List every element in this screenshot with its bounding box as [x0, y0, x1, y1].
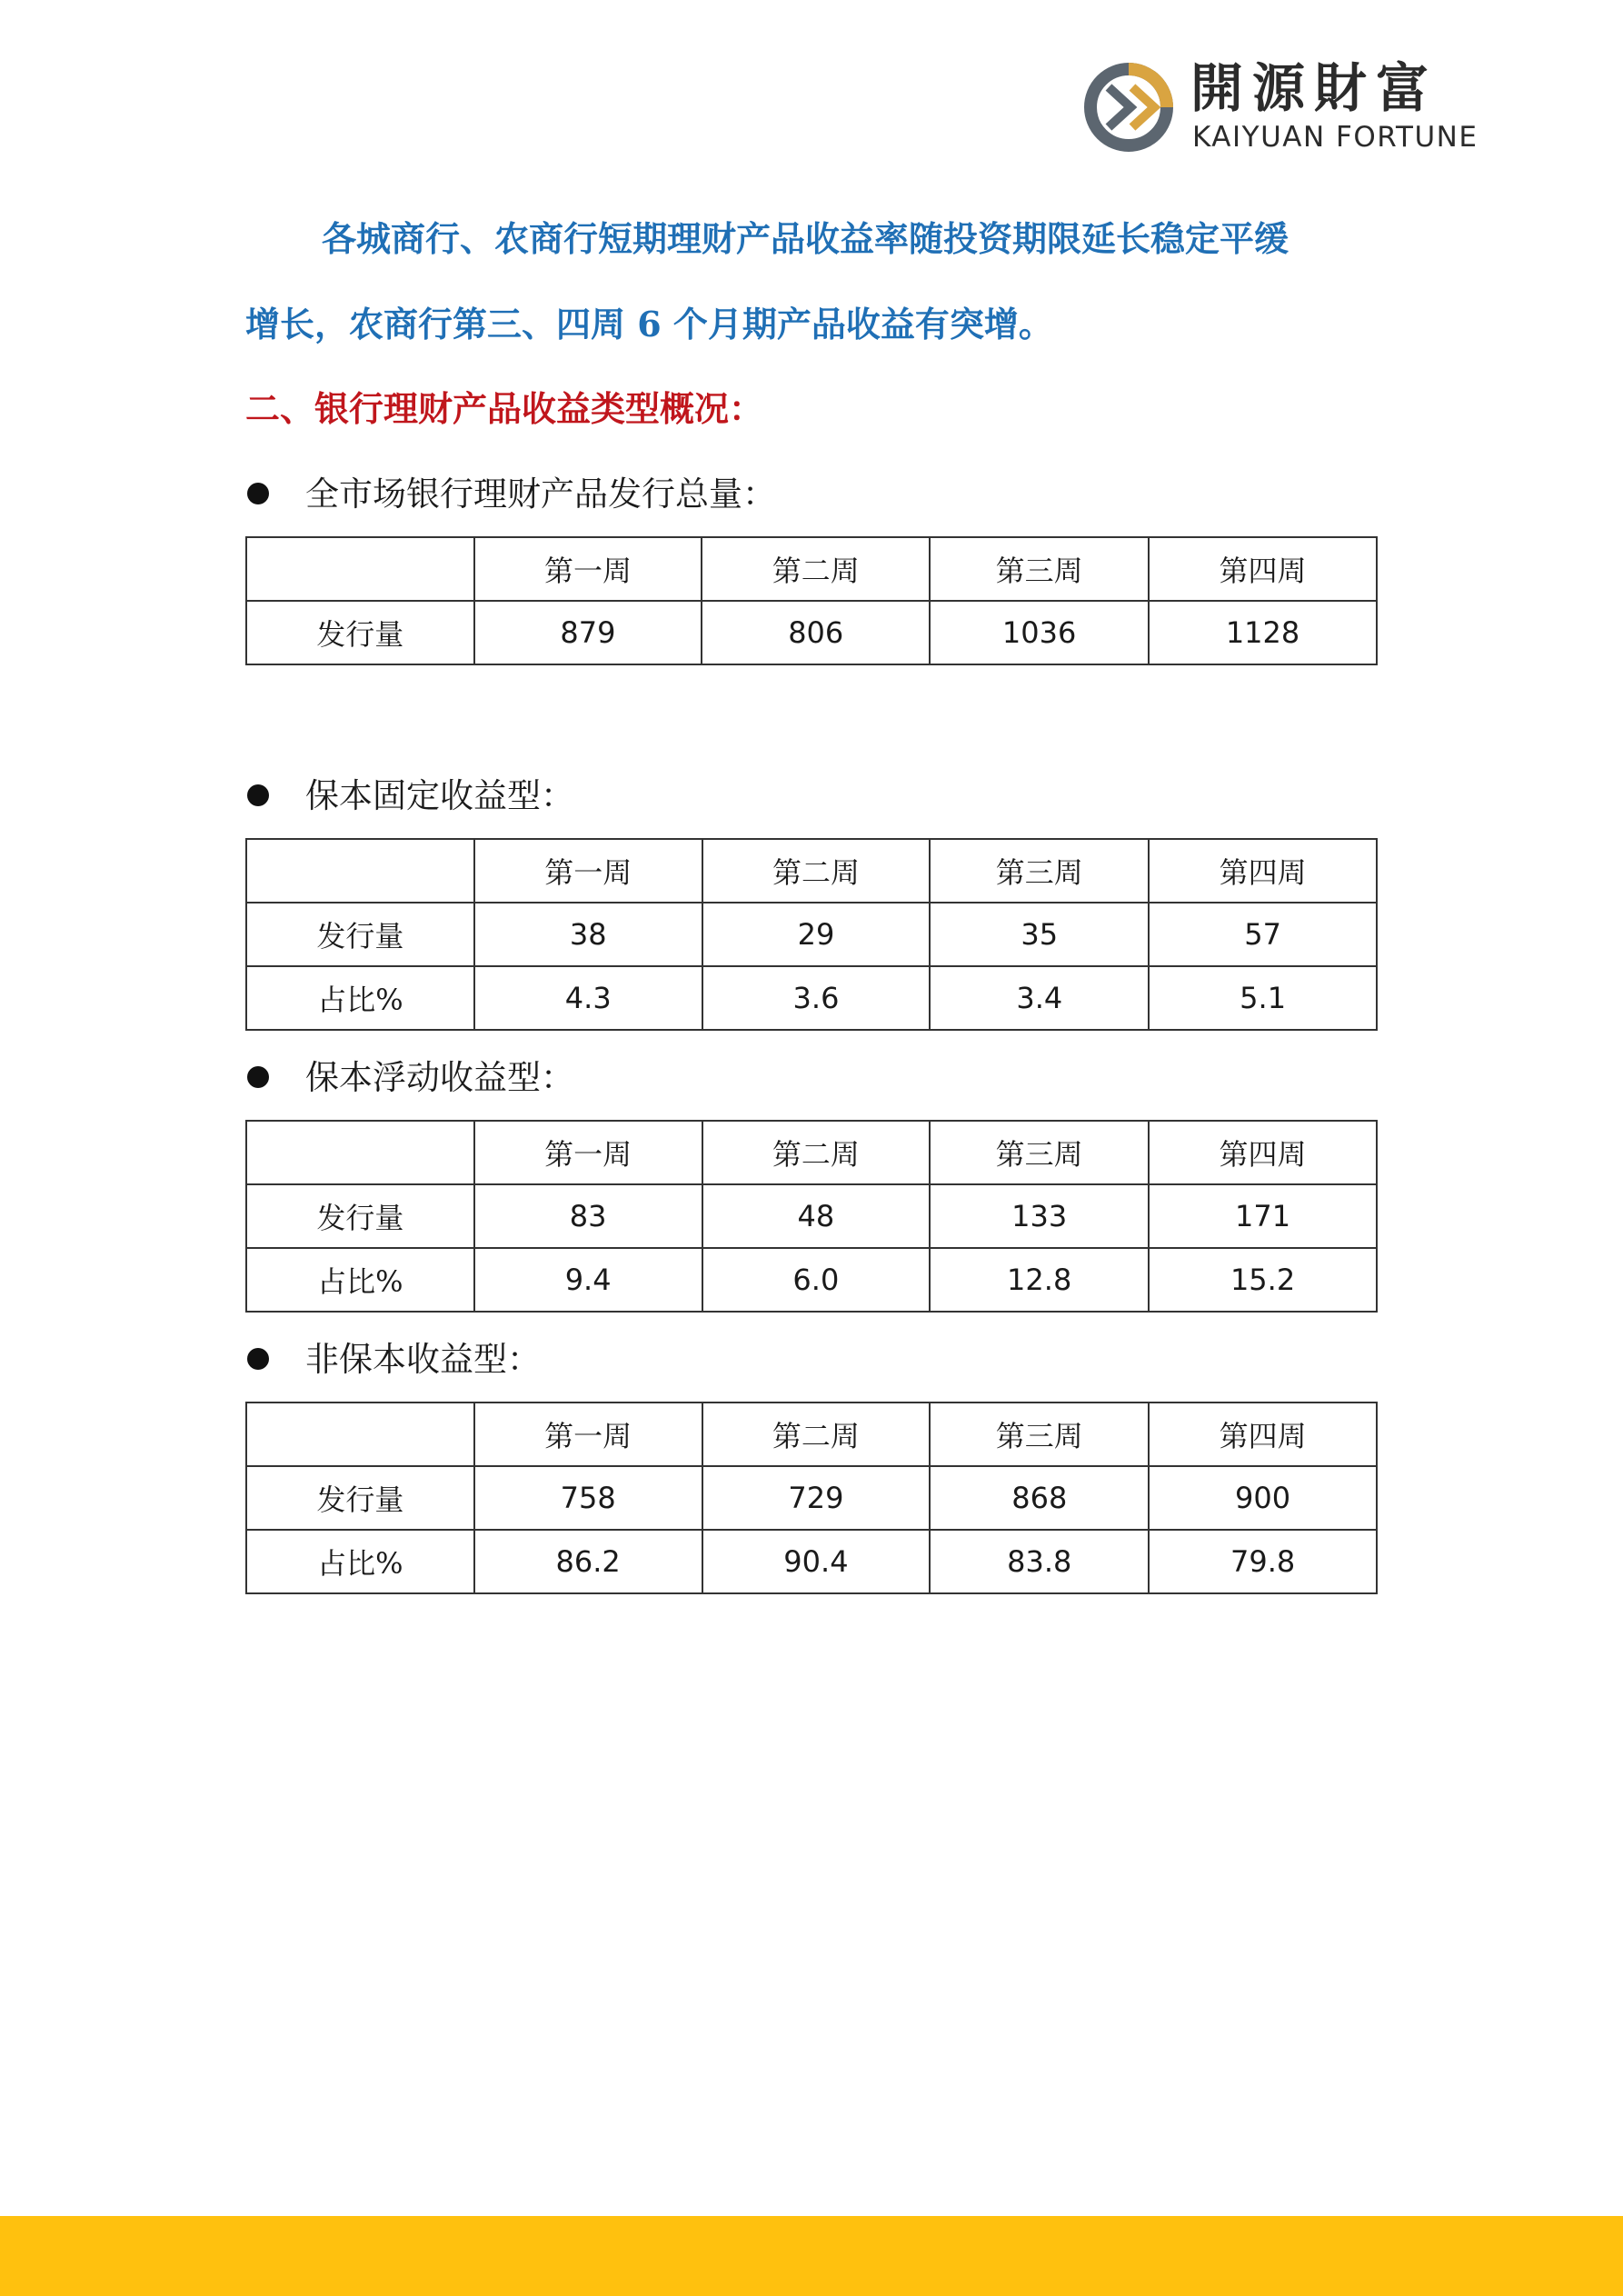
table-cell: 发行量 — [246, 903, 474, 966]
table-cell: 发行量 — [246, 1184, 474, 1248]
table-cell: 9.4 — [474, 1248, 702, 1312]
table-header-row — [246, 537, 1377, 601]
table-cell: 729 — [702, 1466, 931, 1530]
table-header-row — [246, 1121, 1377, 1184]
table-row — [246, 966, 1377, 1030]
logo-english-name: KAIYUAN FORTUNE — [1192, 121, 1479, 154]
principal-floating-table — [245, 1120, 1378, 1313]
logo-chinese-name: 開源財富 — [1190, 57, 1439, 119]
bullet-icon — [247, 483, 269, 504]
table-cell: 79.8 — [1149, 1530, 1377, 1593]
footer-bar — [0, 2216, 1623, 2296]
table-cell: 第一周 — [474, 839, 702, 903]
table-cell: 占比% — [246, 1530, 474, 1593]
issuance-total-table — [245, 536, 1378, 665]
table-cell: 83 — [474, 1184, 702, 1248]
table-cell: 占比% — [246, 966, 474, 1030]
table-label: 非保本收益型： — [247, 1334, 541, 1385]
intro-line-2: 增长，农商行第三、四周 6 个月期产品收益有突增。 — [245, 304, 1053, 344]
table-cell — [246, 537, 474, 601]
table-row — [246, 1248, 1377, 1312]
table-label: 全市场银行理财产品发行总量： — [247, 469, 776, 520]
table-cell: 3.4 — [930, 966, 1149, 1030]
table-cell: 第三周 — [930, 839, 1149, 903]
table-cell: 83.8 — [930, 1530, 1149, 1593]
table-cell: 90.4 — [702, 1530, 931, 1593]
table-cell: 第三周 — [930, 1403, 1149, 1466]
table-header-row — [246, 839, 1377, 903]
table-label: 保本浮动收益型： — [247, 1053, 574, 1103]
principal-fixed-table — [245, 838, 1378, 1031]
table-cell: 第四周 — [1149, 1121, 1377, 1184]
table-cell: 35 — [930, 903, 1149, 966]
table-cell: 第一周 — [474, 1121, 702, 1184]
table-cell: 86.2 — [474, 1530, 702, 1593]
table-cell: 第三周 — [930, 1121, 1149, 1184]
table-cell: 38 — [474, 903, 702, 966]
table-cell: 758 — [474, 1466, 702, 1530]
table-cell — [246, 1121, 474, 1184]
table-cell: 879 — [474, 601, 702, 664]
table-cell: 第二周 — [702, 839, 931, 903]
table-cell: 1128 — [1149, 601, 1377, 664]
table-cell: 第四周 — [1149, 537, 1377, 601]
company-logo — [1081, 56, 1499, 156]
table-cell: 48 — [702, 1184, 931, 1248]
table-cell: 第二周 — [702, 1403, 931, 1466]
table-cell: 6.0 — [702, 1248, 931, 1312]
table-cell: 占比% — [246, 1248, 474, 1312]
table-cell: 第三周 — [930, 537, 1149, 601]
table-cell: 第一周 — [474, 1403, 702, 1466]
table-cell: 12.8 — [930, 1248, 1149, 1312]
table-row — [246, 903, 1377, 966]
intro-line-1: 各城商行、农商行短期理财产品收益率随投资期限延长稳定平缓 — [322, 218, 1289, 259]
non-principal-table — [245, 1402, 1378, 1594]
table-cell: 900 — [1149, 1466, 1377, 1530]
table-cell: 57 — [1149, 903, 1377, 966]
table-cell: 第四周 — [1149, 1403, 1377, 1466]
table-row — [246, 1530, 1377, 1593]
table-cell: 第二周 — [702, 1121, 931, 1184]
table-cell: 806 — [702, 601, 930, 664]
bullet-icon — [247, 784, 269, 806]
table-row — [246, 601, 1377, 664]
table-row — [246, 1466, 1377, 1530]
table-cell: 868 — [930, 1466, 1149, 1530]
table-cell: 第二周 — [702, 537, 930, 601]
table-cell: 发行量 — [246, 1466, 474, 1530]
table-cell: 第四周 — [1149, 839, 1377, 903]
table-cell — [246, 1403, 474, 1466]
table-label: 保本固定收益型： — [247, 771, 574, 822]
table-cell: 133 — [930, 1184, 1149, 1248]
table-cell: 第一周 — [474, 537, 702, 601]
table-cell: 1036 — [930, 601, 1149, 664]
kaiyuan-logo-icon — [1081, 60, 1176, 155]
table-cell: 29 — [702, 903, 931, 966]
table-cell: 15.2 — [1149, 1248, 1377, 1312]
table-cell: 3.6 — [702, 966, 931, 1030]
table-row — [246, 1184, 1377, 1248]
bullet-icon — [247, 1348, 269, 1370]
intro-paragraph — [245, 196, 1390, 367]
table-cell — [246, 839, 474, 903]
table-cell: 171 — [1149, 1184, 1377, 1248]
table-cell: 4.3 — [474, 966, 702, 1030]
bullet-icon — [247, 1066, 269, 1088]
section-title: 二、银行理财产品收益类型概况： — [245, 388, 764, 429]
table-cell: 发行量 — [246, 601, 474, 664]
table-cell: 5.1 — [1149, 966, 1377, 1030]
table-header-row — [246, 1403, 1377, 1466]
